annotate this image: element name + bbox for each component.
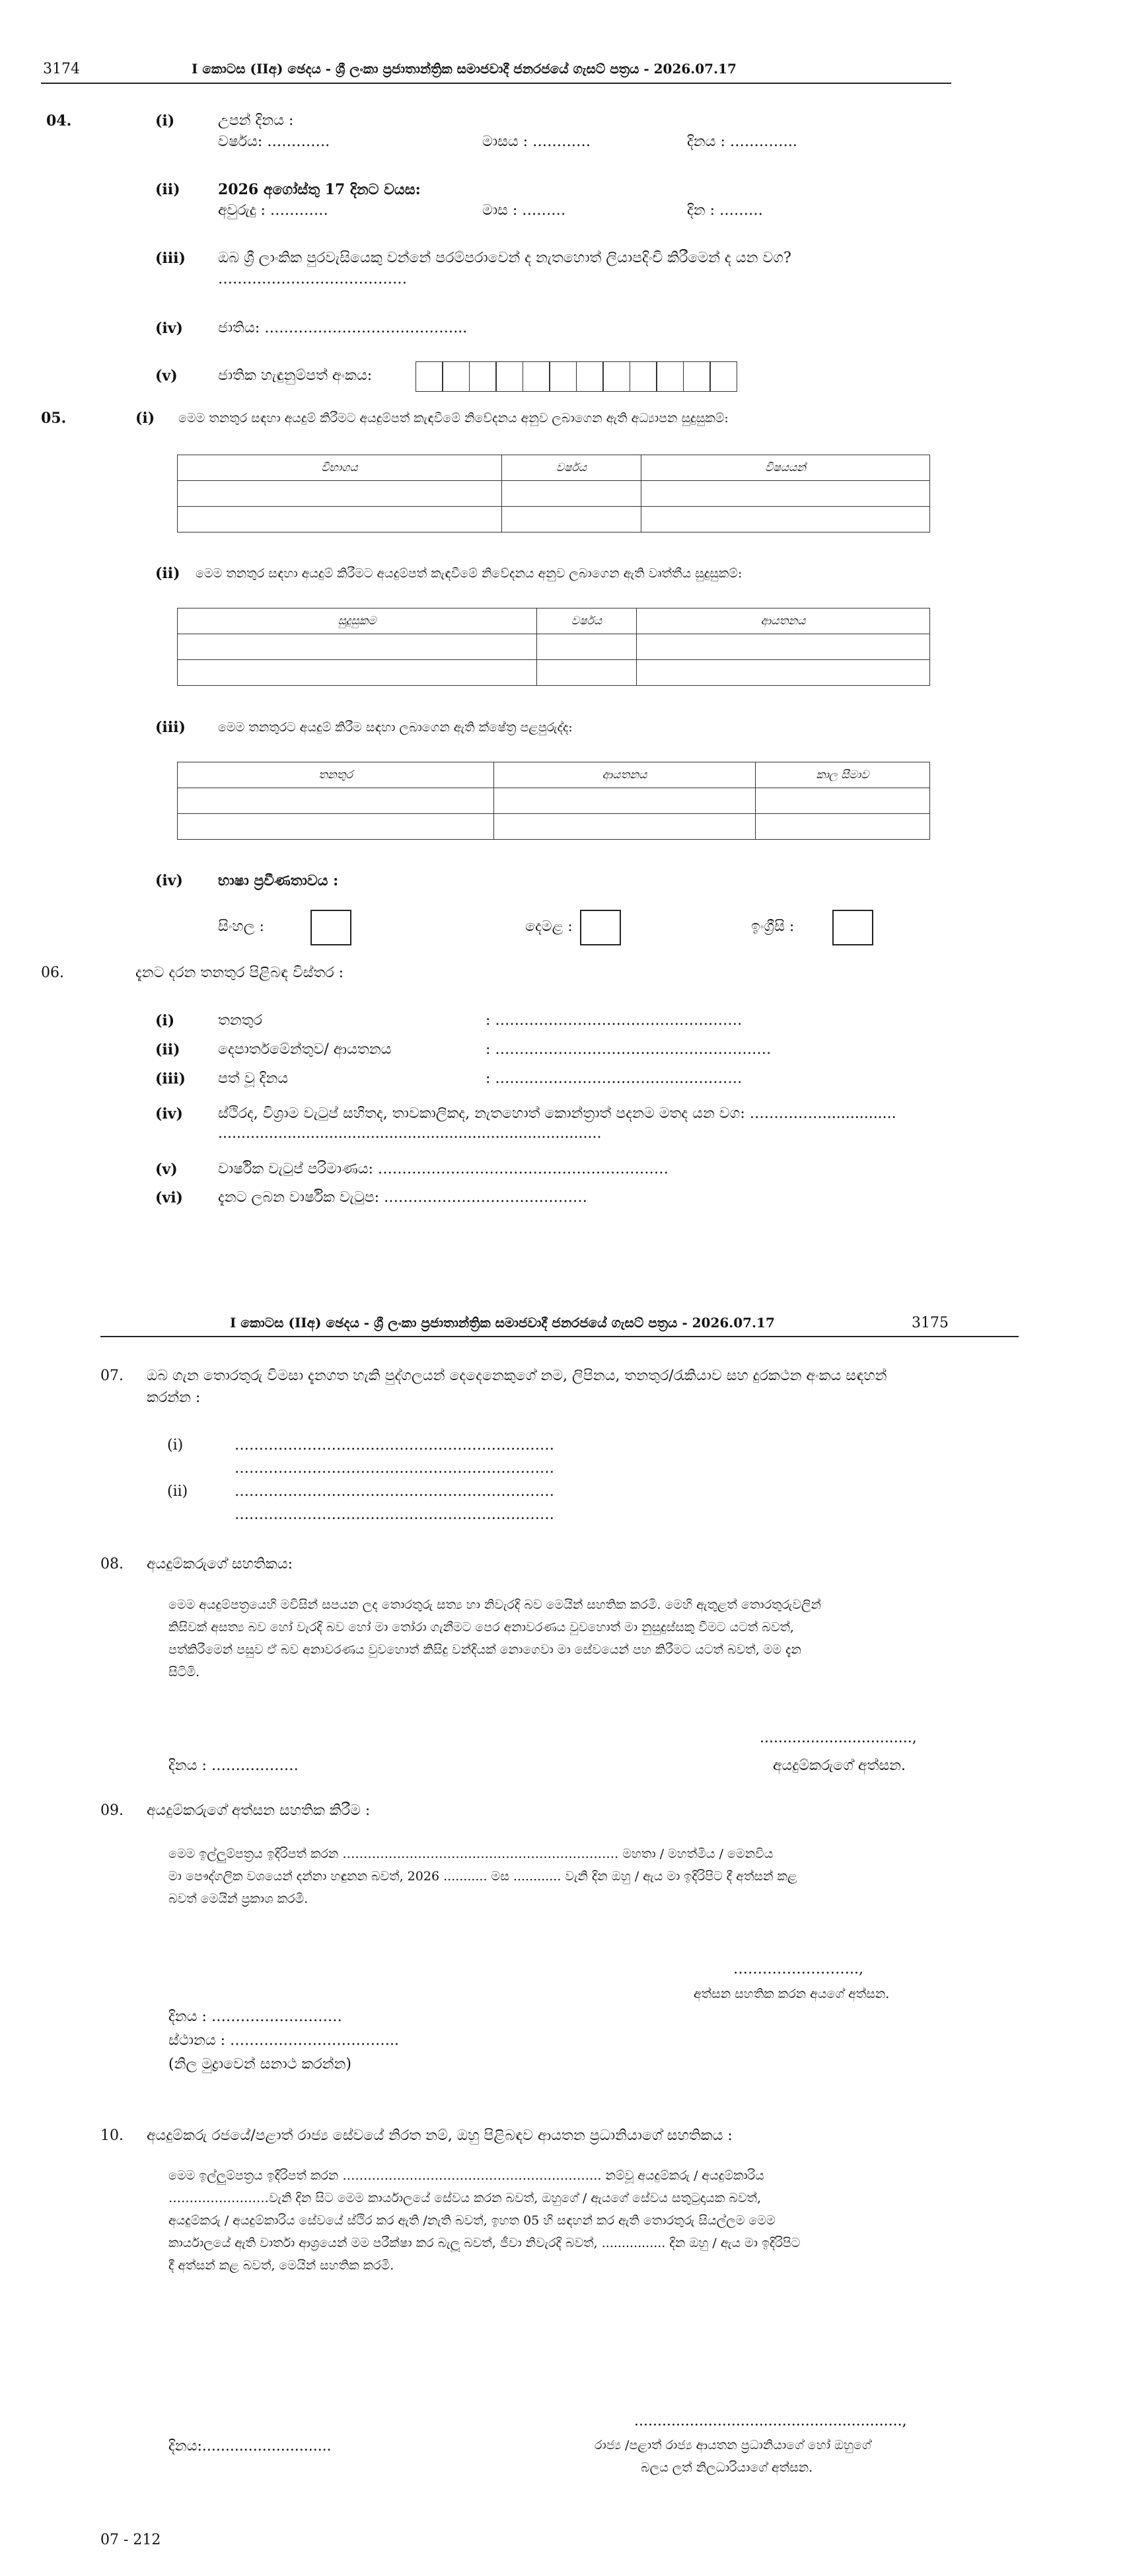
- referee-1-line-1[interactable]: …………………………………………………………: [235, 1437, 554, 1454]
- nic-digit-box[interactable]: [709, 361, 737, 392]
- english-checkbox[interactable]: [832, 910, 873, 945]
- col-subjects: විෂයයන්: [641, 455, 930, 481]
- certifier-date-field[interactable]: දිනය : ………………………: [168, 2008, 342, 2025]
- referees-text-2: කරන්න :: [147, 1389, 201, 1406]
- col-year: වර්ෂය: [502, 455, 641, 481]
- nic-digit-box[interactable]: [523, 361, 550, 392]
- appointment-date-label: පත් වූ දිනය: [218, 1070, 289, 1087]
- employment-type-dots[interactable]: ...................................................................................: [218, 1125, 602, 1142]
- current-post-field[interactable]: : ……………………………………………: [486, 1012, 743, 1029]
- footer-code: 07 - 212: [100, 2532, 161, 2548]
- s06-ii-label: (ii): [155, 1041, 180, 1058]
- s04-iv-label: (iv): [155, 320, 183, 337]
- head-signature-label: රාජ්‍ය /පළාත් රාජ්‍ය ආයතන ප්‍රධානියාගේ හෝ ඔහුගේ: [595, 2438, 871, 2452]
- section-06-number: 06.: [41, 965, 64, 981]
- applicant-certificate-para: මෙම අයදුම්පත්‍රයෙහි මවිසින් සපයන ලද තොරතුරු සත්‍ය හා නිවැරදි බව මෙයින් සහතික කරමි. මෙහි ඇතුළත් තොරතුරුවලින්: [168, 1598, 821, 1612]
- head-certificate-para: කාර්යාලයේ ඇති වාර්තා ආශ්‍රයෙන් මම පරීක්ෂා කර බැලූ බවත්, ජීවා නිවැරදි බවත්, ................ දින ඔහු / ඇය මා ඉදිරිපිට: [168, 2236, 801, 2250]
- head-signature-line[interactable]: ..........................................................,: [634, 2413, 907, 2429]
- signature-certification-para: මා පෞද්ගලික වශයෙන් දන්නා හඳුනන බවත්, 2026 ........... මස ............ වැනි දින ඔහු / ඇය මා ඉදිරිපිට දී අත්සන් කළ: [168, 1869, 797, 1884]
- referee-i-label: (i): [167, 1437, 184, 1454]
- signature-certification-para: බවත් මෙයින් ප්‍රකාශ කරමි.: [168, 1892, 308, 1906]
- s05-i-label: (i): [135, 410, 155, 427]
- signature-certification-para: මෙම ඉල්ලුම්පත්‍රය ඉදිරිපත් කරන ………………………………………………………… මහතා / මහත්මිය / මෙනවිය: [168, 1847, 774, 1861]
- col-institute: ආයතනය: [637, 608, 930, 634]
- nic-number-boxes[interactable]: [416, 361, 737, 390]
- table-row[interactable]: [178, 481, 930, 507]
- citizenship-field[interactable]: …………………………………: [218, 271, 407, 287]
- appointment-date-field[interactable]: : ……………………………………………: [486, 1070, 743, 1087]
- employment-type-field[interactable]: ස්ථිරද, විශ්‍රාම වැටුප් සහිතද, තාවකාලිකද, නැතහොත් කොන්ත්‍රාත් පදනම මතද යන වග: ……………................: [218, 1105, 896, 1122]
- s06-iv-label: (iv): [155, 1105, 183, 1122]
- nationality-field[interactable]: ජාතිය: …………………………………...: [218, 320, 468, 336]
- col-period: කාල සීමාව: [756, 762, 930, 788]
- nic-digit-box[interactable]: [683, 361, 711, 392]
- header-rule: [100, 1336, 1019, 1337]
- header-rule: [41, 83, 951, 84]
- nic-digit-box[interactable]: [656, 361, 684, 392]
- professional-qualifications-text: මෙම තනතුර සඳහා අයදුම් කිරීමට අයදුම්පත් කැඳවීමේ නිවේදනය අනුව ලබාගෙන ඇති වෘත්තීය සුදුසුකම්:: [196, 566, 743, 581]
- current-post-label: තනතුර: [218, 1012, 262, 1029]
- s06-vi-label: (vi): [155, 1189, 183, 1206]
- section-05-number: 05.: [41, 410, 67, 427]
- birth-month-field[interactable]: මාසය : …………: [482, 133, 591, 150]
- nic-digit-box[interactable]: [495, 361, 523, 392]
- certifier-signature-line[interactable]: ……………………..,: [733, 1961, 863, 1977]
- page-number-left: 3174: [43, 61, 80, 77]
- certifier-signature-label: අත්සන සහතික කරන අයගේ අත්සන.: [694, 1987, 890, 2001]
- s04-ii-label: (ii): [155, 181, 180, 198]
- nic-digit-box[interactable]: [442, 361, 470, 392]
- table-row[interactable]: [178, 788, 930, 814]
- birth-date-title: උපන් දිනය :: [218, 112, 294, 129]
- section-08-number: 08.: [100, 1556, 124, 1572]
- nic-digit-box[interactable]: [549, 361, 577, 392]
- signature-certification-title: අයදුම්කරුගේ අත්සන සහතික කිරීම :: [147, 1802, 371, 1819]
- salary-scale-field[interactable]: වාර්ෂික වැටුප් පරිමාණය: ……………………………………………………: [218, 1161, 669, 1177]
- col-qualification: සුදුසුකම: [178, 608, 537, 634]
- head-date-field[interactable]: දිනය:............................: [168, 2438, 332, 2454]
- s04-i-label: (i): [155, 112, 175, 129]
- s05-iii-label: (iii): [155, 719, 186, 736]
- col-year: වර්ෂය: [537, 608, 637, 634]
- s06-i-label: (i): [155, 1012, 175, 1029]
- head-certificate-para: ……………………වැනි දින සිට මෙම කාර්යාලයේ සේවය කරන බවත්, ඔහුගේ / ඇයගේ සේවය සතුටුදායක බවත්,: [168, 2191, 762, 2205]
- applicant-signature-label: අයදුම්කරුගේ අත්සන.: [773, 1757, 906, 1774]
- citizenship-question: ඔබ ශ්‍රී ලාංකික පුරවැසියෙකු වන්නේ පරම්පරාවෙන් ද නැතහොත් ලියාපදිංචි කිරීමෙන් ද යන වග?: [218, 250, 791, 266]
- applicant-certificate-para: පත්කිරීමෙන් පසුව ඒ බව අනාවරණය වුවහොත් කිසිදු වන්දියක් නොගෙවා මා සේවයෙන් පහ කිරීමට යටත් බවත්, මම දැන: [168, 1642, 801, 1657]
- head-certificate-para: මෙම ඉල්ලුම්පත්‍රය ඉදිරිපත් කරන …………………………………………………….. නම්වූ අයදුම්කරු / අයදුම්කාරිය: [168, 2168, 764, 2183]
- nic-digit-box[interactable]: [602, 361, 630, 392]
- applicant-certificate-para: සිටිමි.: [168, 1665, 200, 1679]
- s05-ii-label: (ii): [155, 565, 180, 582]
- professional-table: [177, 608, 930, 686]
- official-seal-note: (නිල මුද්‍රාවෙන් සනාථ කරන්න): [168, 2056, 351, 2073]
- head-signature-label-2: බලය ලත් නිලධාරියාගේ අත්සන.: [641, 2460, 813, 2475]
- age-title: 2026 අගෝස්තු 17 දිනට වයස:: [218, 181, 421, 198]
- nic-digit-box[interactable]: [469, 361, 497, 392]
- education-qualifications-text: මෙම තනතුර සඳහා අයදුම් කිරීමට අයදුම්පත් කැඳවීමේ නිවේදනය අනුව ලබාගෙන ඇති අධ්‍යාපන සුදුසුකම්:: [178, 411, 729, 425]
- table-row[interactable]: [178, 634, 930, 660]
- section-10-number: 10.: [100, 2127, 124, 2144]
- s06-v-label: (v): [155, 1161, 178, 1178]
- birth-year-field[interactable]: වර්ෂය: ………….: [218, 133, 330, 150]
- head-certificate-para: අයදුම්කරු / අයදුම්කාරිය සේවයේ ස්ථිර කර ඇති /නැති බවත්, ඉහත 05 හි සඳහන් කර ඇති තොරතුරු සියල්ලම මෙම: [168, 2213, 776, 2228]
- col-post: තනතුර: [178, 762, 494, 788]
- department-field[interactable]: : …………………………………………………: [486, 1041, 772, 1058]
- language-proficiency-title: භාෂා ප්‍රවීණතාවය :: [218, 872, 339, 889]
- s05-iv-label: (iv): [155, 872, 183, 889]
- nic-label: ජාතික හැඳුනුම්පත් අංකය:: [218, 367, 373, 384]
- tamil-label: දෙමළ :: [525, 918, 573, 935]
- tamil-checkbox[interactable]: [580, 910, 621, 945]
- head-certificate-para: දී අත්සන් කළ බවත්, මෙයින් සහතික කරමි.: [168, 2258, 394, 2273]
- english-label: ඉංග්‍රීසි :: [751, 918, 795, 935]
- field-experience-text: මෙම තනතුරට අයදුම් කිරීම සඳහා ලබාගෙන ඇති ක්ෂේත්‍ර පළපුරුද්ද:: [218, 720, 573, 735]
- section-07-number: 07.: [100, 1368, 124, 1384]
- section-04-number: 04.: [46, 112, 72, 129]
- head-of-institution-title: අයදුම්කරු රජයේ/පළාත් රාජ්‍ය සේවයේ නිරත නම්, ඔහු පිළිබඳව ආයතන ප්‍රධානියාගේ සහතිකය :: [147, 2127, 733, 2144]
- referee-2-line-1[interactable]: …………………………………………………………: [235, 1483, 554, 1500]
- col-institute: ආයතනය: [494, 762, 756, 788]
- gazette-header: I කොටස (IIඅ) ඡෙදය - ශ්‍රී ලංකා ප්‍රජාතාන්ත්‍රික සමාජවාදී ජනරජයේ ගැසට් පත්‍රය - 2026.07.17: [192, 61, 737, 77]
- section-09-number: 09.: [100, 1802, 124, 1819]
- nic-digit-box[interactable]: [630, 361, 657, 392]
- applicant-certificate-para: කිසිවක් අසත්‍ය බව හෝ වැරදි බව හෝ මා තෝරා ගැනීමට පෙර අනාවරණය වුවහොත් මා නුසුදුස්සකු වීමට යටත් බවත්,: [168, 1620, 794, 1635]
- nic-digit-box[interactable]: [576, 361, 604, 392]
- referee-1-line-2[interactable]: …………………………………………………………: [235, 1460, 554, 1477]
- applicant-signature-line[interactable]: .................................,: [760, 1730, 917, 1746]
- s06-iii-label: (iii): [155, 1070, 186, 1087]
- referees-text: ඔබ ගැන තොරතුරු විමසා දැනගත හැකි පුද්ගලයන් දෙදෙනෙකුගේ නම, ලිපිනය, තනතුර/රැකියාව සහ දුරකථන අංකය සඳහන්: [147, 1368, 887, 1384]
- col-exam: විභාගය: [178, 455, 502, 481]
- annual-salary-field[interactable]: දැනට ලබන වාර්ෂික වැටුප: ……………………………………: [218, 1189, 587, 1206]
- birth-day-field[interactable]: දිනය : …………..: [687, 133, 797, 150]
- referee-ii-label: (ii): [167, 1483, 188, 1500]
- age-years-field[interactable]: අවුරුදු : …………: [218, 202, 328, 219]
- page-number-right: 3175: [912, 1315, 949, 1331]
- certifier-place-field[interactable]: ස්ථානය : ……………………………..: [168, 2032, 400, 2049]
- experience-table: [177, 762, 930, 840]
- age-months-field[interactable]: මාස : ………: [482, 202, 566, 219]
- s04-iii-label: (iii): [155, 250, 186, 267]
- nic-digit-box[interactable]: [416, 361, 443, 392]
- gazette-header: I කොටස (IIඅ) ඡෙදය - ශ්‍රී ලංකා ප්‍රජාතාන්ත්‍රික සමාජවාදී ජනරජයේ ගැසට් පත්‍රය - 2026.07.17: [230, 1315, 775, 1331]
- age-days-field[interactable]: දින : ………: [687, 202, 764, 219]
- department-label: දෙපාර්තමේන්තුව/ ආයතනය: [218, 1041, 392, 1058]
- table-row[interactable]: [178, 814, 930, 840]
- s04-v-label: (v): [155, 367, 178, 385]
- current-post-title: දැනට දරන තනතුර පිළිබඳ විස්තර :: [135, 965, 344, 981]
- education-table: [177, 455, 930, 533]
- applicant-date-field[interactable]: දිනය : ………………: [168, 1757, 299, 1774]
- referee-2-line-2[interactable]: …………………………………………………………: [235, 1506, 554, 1523]
- sinhala-label: සිංහල :: [218, 918, 264, 935]
- sinhala-checkbox[interactable]: [310, 910, 351, 945]
- applicant-certificate-title: අයදුම්කරුගේ සහතිකය:: [147, 1556, 293, 1572]
- table-row[interactable]: [178, 507, 930, 533]
- table-row[interactable]: [178, 660, 930, 686]
